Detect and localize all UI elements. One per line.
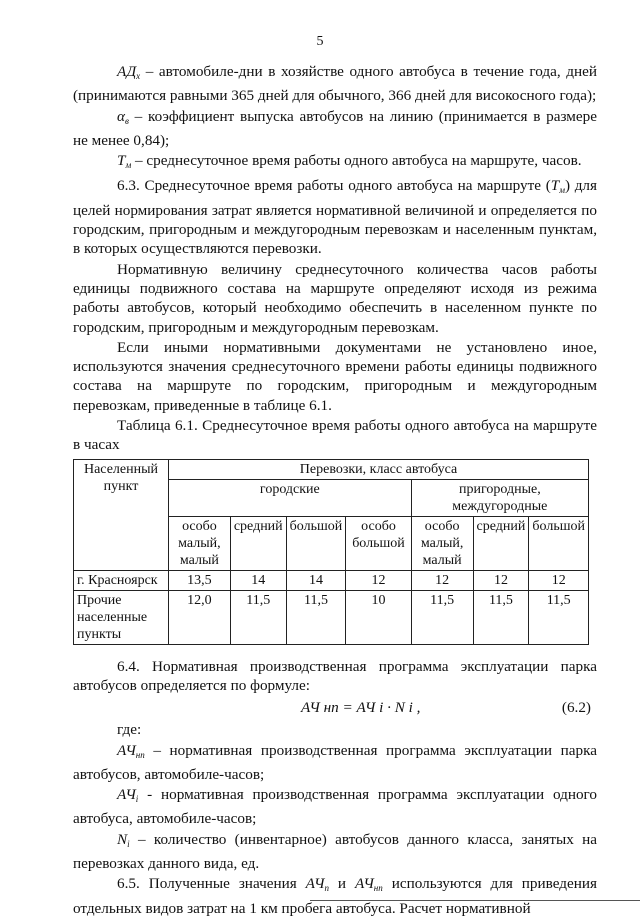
class-header: особо большой [346,516,411,570]
symbol: АЧ [117,786,136,804]
symbol: Т [117,152,126,170]
class-header: особо малый, малый [411,516,473,570]
table-6-1 [73,459,589,645]
class-header: особо малый, малый [169,516,231,570]
symbol: АЧ [305,875,325,893]
subscript: i [135,794,139,805]
table-cell: 11,5 [411,590,473,644]
definition-text: – количество (инвентарное) автобусов данного класса, занятых на перевозках данного вида, ед. [73,830,597,873]
subscript: нп [135,749,145,760]
header-transport: Перевозки, класс автобуса [169,459,589,479]
subscript: i [127,838,130,849]
section-text: и [328,875,355,893]
section-6-4: 6.4. Нормативная производственная программа эксплуатации парка автобусов определяется по формуле: [73,657,597,694]
definition-ad [73,62,597,106]
class-header: большой [529,516,589,570]
symbol: АД [117,63,137,80]
section-text: 6.3. Среднесуточное время работы одного автобуса на маршруте ( [117,177,551,195]
definition-tm [73,151,597,175]
class-header: средний [473,516,529,570]
definition-text: - нормативная производственная программа эксплуатации одного автобуса, автомобиле-часов; [73,786,597,828]
bottom-rule [310,900,640,901]
definition-alpha [73,107,597,151]
table-cell: 12 [529,570,589,590]
table-row [74,590,589,644]
definition-text: – нормативная производственная программа эксплуатации парка автобусов, автомобиле-часов; [73,741,597,783]
table-cell: 10 [346,590,411,644]
symbol: АЧ [355,875,374,893]
formula-number: (6.2) [561,699,591,717]
section-text: 6.5. Полученные значения [117,875,306,893]
formula-expression: АЧ нп = АЧ i · N i , [301,699,421,717]
definition-text: – среднесуточное время работы одного автобуса на маршруте, часов. [131,152,582,170]
paragraph-default-values: Если иными нормативными документами не установлено иное, используются значения среднесуточного времени работы единицы подвижного состава на маршруте по городским, пригородным и междугородным перевозкам, приведенные в таблице 6.1. [73,338,597,414]
symbol: АЧ [117,741,136,759]
class-header: средний [230,516,286,570]
header-city: городские [169,479,412,516]
table-row [74,570,589,590]
table-cell: 12,0 [169,590,231,644]
section-6-3 [73,176,597,258]
table-caption: Таблица 6.1. Среднесуточное время работы одного автобуса на маршруте в часах [73,417,597,454]
symbol: N [117,830,128,848]
section-text: ) для целей нормирования затрат является нормативной величиной и определяется по городским, пригородным и междугородным перевозкам и населенным пунктам, в которых осуществляются перевозки. [73,177,597,258]
row-locality: Прочие населенные пункты [74,590,169,644]
table-cell: 11,5 [473,590,529,644]
table-cell: 12 [473,570,529,590]
page-content [73,62,597,919]
header-locality: Населенный пункт [74,459,169,570]
definition-text: – коэффициент выпуска автобусов на линию (принимается в размере не менее 0,84); [73,107,597,149]
header-suburban: пригородные, междугородные [411,479,588,516]
paragraph-norm-value: Нормативную величину среднесуточного количества часов работы единицы подвижного состава на маршруте определяют исходя из режима работы автобусов, который необходимо обеспечить в населенном пункте по городским, пригородным и междугородным перевозкам. [73,260,597,336]
class-header: большой [286,516,346,570]
table-cell: 14 [230,570,286,590]
section-6-5 [73,874,597,918]
subscript: м [125,160,132,171]
page-number: 5 [316,34,324,49]
table-cell: 11,5 [286,590,346,644]
subscript: х [136,71,141,81]
table-cell: 11,5 [529,590,589,644]
symbol: α [117,107,125,125]
definition-text: – автомобиле-дни в хозяйстве одного автобуса в течение года, дней (принимаются равными 365 дней для обычного, 366 дней для високосного года); [73,63,597,105]
definition-ach-i [73,785,597,829]
table-cell: 11,5 [230,590,286,644]
section-text: используются для приведения отдельных видов затрат на 1 км пробега автобуса. Расчет нормативной [73,875,597,917]
table-cell: 14 [286,570,346,590]
definition-ach-np [73,741,597,785]
subscript: м [559,185,565,196]
table-cell: 12 [411,570,473,590]
subscript: в [124,115,129,126]
subscript: п [324,883,329,894]
row-locality: г. Красноярск [74,570,169,590]
table-cell: 13,5 [169,570,231,590]
table-cell: 12 [346,570,411,590]
subscript: нп [373,883,383,894]
where-label: где: [117,721,142,739]
formula-6-2 [73,696,597,720]
symbol: Т [550,177,560,195]
definition-n-i [73,830,597,874]
